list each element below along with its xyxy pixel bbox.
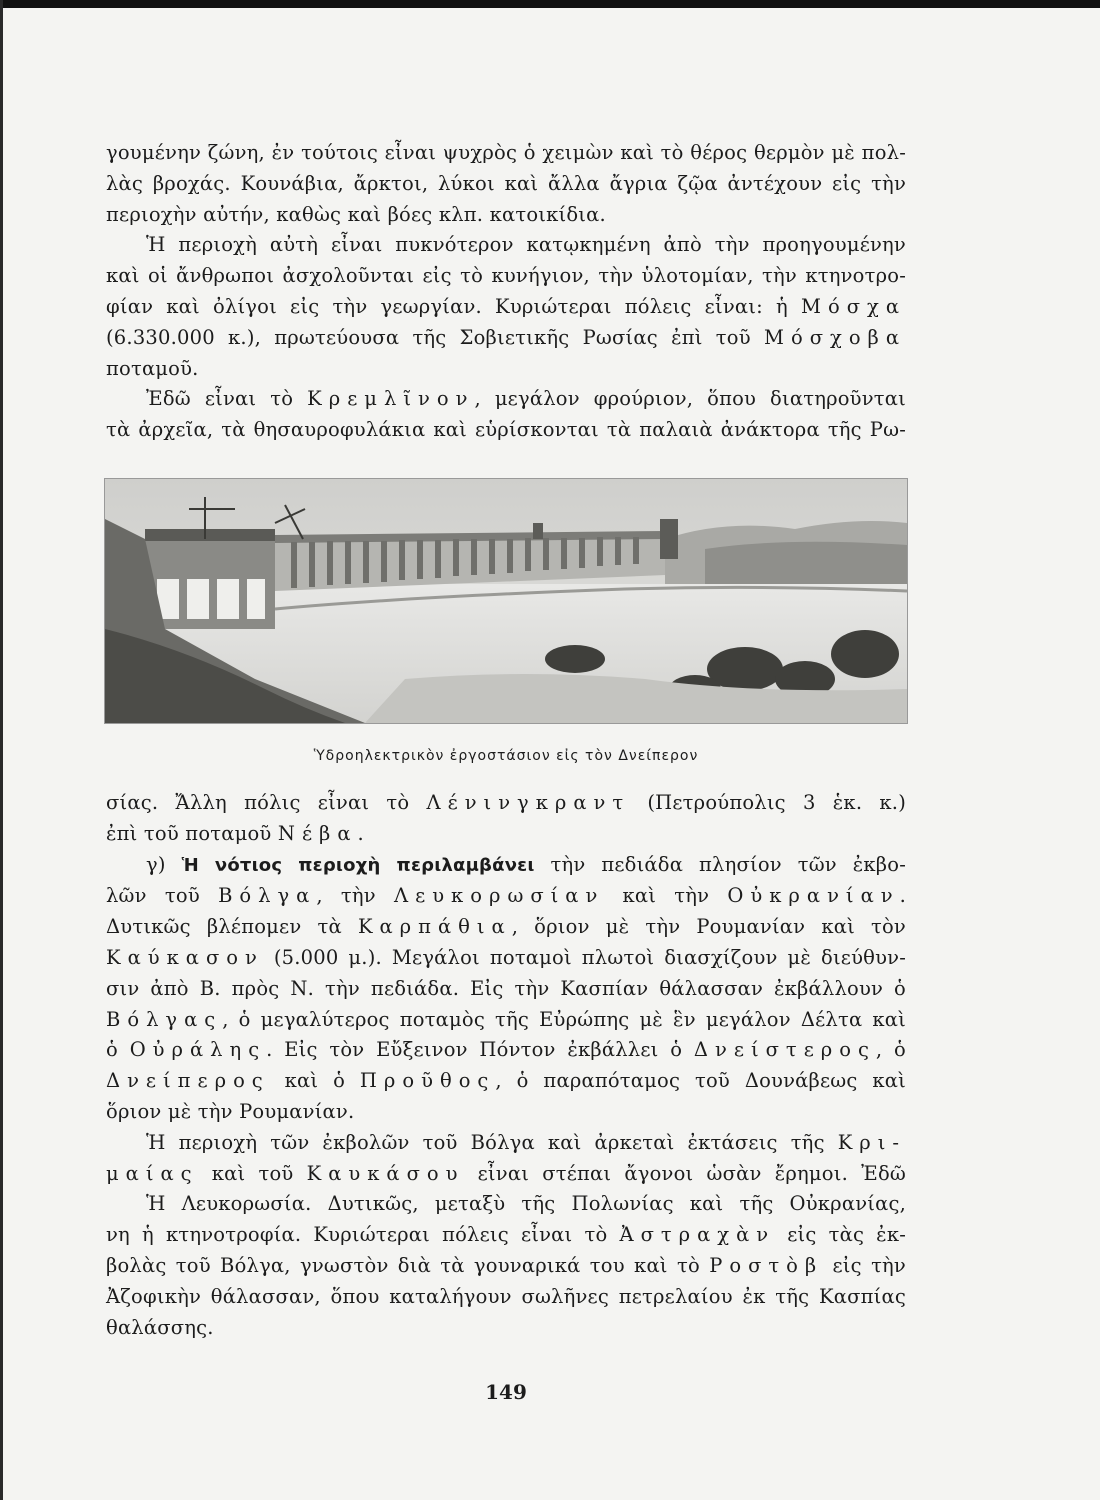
text-run: Ἐδῶ εἶναι τὸ: [146, 387, 294, 411]
text-run: εἰς τὰς ἐκ-: [775, 1223, 906, 1247]
text-line: θαλάσσης.: [106, 1315, 214, 1339]
text-line: [106, 1251, 906, 1282]
text-run: βολὰς τοῦ Βόλγα, γνωστὸν διὰ τὰ γουναρικά του καὶ τὸ: [106, 1253, 700, 1277]
text-run: εἰς τὴν: [823, 1253, 906, 1277]
text-line: [106, 1159, 906, 1190]
place-name: Προῦθος: [359, 1069, 496, 1093]
text-run: , ὅριον μὲ τὴν Ρουμανίαν καὶ τὸν: [511, 915, 906, 939]
text-line: [106, 850, 906, 882]
text-run: καὶ ὁ: [269, 1069, 346, 1093]
text-line: ὅριον μὲ τὴν Ρουμανίαν.: [106, 1099, 355, 1123]
text-line: [106, 384, 906, 415]
place-name: Καυκάσου: [306, 1161, 465, 1185]
page-number: 149: [485, 1380, 527, 1404]
text-run: καὶ τοῦ: [198, 1161, 294, 1185]
place-name: Μόσχοβα: [763, 325, 906, 349]
place-name: Ροστὸβ: [709, 1253, 824, 1277]
place-name: Βόλγας: [106, 1007, 223, 1031]
place-name: Καύκασον: [106, 945, 264, 969]
text-run: γ): [146, 852, 166, 876]
text-line: [106, 1005, 906, 1036]
place-name: Λευκορωσίαν: [394, 884, 605, 908]
text-run: φίαν καὶ ὀλίγοι εἰς τὴν γεωργίαν. Κυριώτεραι πόλεις εἶναι: ἡ: [106, 294, 788, 318]
text-run: Δυτικῶς βλέπομεν τὰ: [106, 915, 342, 939]
text-line: Ἡ Λευκορωσία. Δυτικῶς, μεταξὺ τῆς Πολωνίας καὶ τῆς Οὐκρανίας,: [146, 1192, 906, 1216]
text-line: [106, 819, 906, 850]
text-line: [106, 292, 906, 323]
place-name: Καρπάθια: [357, 915, 512, 939]
text-run: , ὁ: [875, 1038, 906, 1062]
place-name: Οὐράλης: [129, 1038, 267, 1062]
place-name: Δνείστερος: [693, 1038, 876, 1062]
place-name: Ἀστραχὰν: [619, 1223, 776, 1247]
text-run: λῶν τοῦ: [106, 884, 200, 908]
text-line: γουμένην ζώνη, ἐν τούτοις εἶναι ψυχρὸς ὁ χειμὼν καὶ τὸ θέρος θερμὸν μὲ πολ-: [106, 141, 906, 164]
text-line: ποταμοῦ.: [106, 356, 199, 380]
text-run: . Εἰς τὸν Εὔξεινον Πόντον ἐκβάλλει ὁ: [266, 1038, 683, 1062]
text-line: λὰς βροχάς. Κουνάβια, ἄρκτοι, λύκοι καὶ ἄλλα ἄγρια ζῷα ἀντέχουν εἰς τὴν: [106, 171, 906, 195]
place-name: Νέβα: [277, 821, 358, 845]
text-run: .: [357, 821, 364, 845]
place-name: Κρεμλῖνον: [307, 387, 475, 411]
text-line: [106, 1035, 906, 1066]
text-line: [106, 1128, 906, 1159]
text-block-top: [106, 138, 906, 446]
text-run: τὴν πεδιάδα πλησίον τῶν ἐκβο-: [534, 852, 906, 876]
section-heading: Ἡ νότιος περιοχὴ περιλαμβάνει: [181, 854, 535, 876]
text-line: [106, 788, 906, 819]
text-run: εἶναι στέπαι ἄγονοι ὡσὰν ἔρημοι. Ἐδῶ: [464, 1161, 906, 1185]
text-line: καὶ οἱ ἄνθρωποι ἀσχολοῦνται εἰς τὸ κυνήγιον, τὴν ὑλοτομίαν, τὴν κτηνοτρο-: [106, 264, 906, 288]
text-line: περιοχὴν αὐτήν, καθὼς καὶ βόες κλπ. κατοικίδια.: [106, 202, 606, 226]
text-run: , μεγάλον φρούριον, ὅπου διατηροῦνται: [474, 387, 906, 411]
figure-caption: Ὑδροηλεκτρικὸν ἐργοστάσιον εἰς τὸν Δνείπερον: [313, 748, 699, 764]
text-run: .: [899, 884, 906, 908]
text-line: [106, 1066, 906, 1097]
place-name: Βόλγα: [218, 884, 317, 908]
text-run: , ὁ μεγαλύτερος ποταμὸς τῆς Εὐρώπης μὲ ἓν μεγάλον Δέλτα καὶ: [222, 1007, 906, 1031]
dam-photograph: [104, 478, 908, 724]
text-line: [106, 912, 906, 943]
text-line: [106, 943, 906, 974]
text-run: καὶ τὴν: [604, 884, 710, 908]
text-line: [106, 881, 906, 912]
text-line: [106, 1220, 906, 1251]
place-name: μαίας: [106, 1161, 199, 1185]
scan-top-edge: [0, 0, 1100, 8]
text-line: Ἀζοφικὴν θάλασσαν, ὅπου καταλήγουν σωλῆνες πετρελαίου ἐκ τῆς Κασπίας: [106, 1284, 906, 1308]
text-run: (5.000 μ.). Μεγάλοι ποταμοὶ πλωτοὶ διασχίζουν μὲ διεύθυν-: [263, 945, 906, 969]
scan-gutter-edge: [0, 0, 3, 1500]
text-run: (6.330.000 κ.), πρωτεύουσα τῆς Σοβιετικῆς Ρωσίας ἐπὶ τοῦ: [106, 325, 751, 349]
place-name: Μόσχα: [800, 294, 906, 318]
text-run: νη ἡ κτηνοτροφία. Κυριώτεραι πόλεις εἶναι τὸ: [106, 1223, 608, 1247]
place-name: Δνείπερος: [106, 1069, 270, 1093]
place-name: Κρι-: [837, 1130, 906, 1154]
text-line: τὰ ἀρχεῖα, τὰ θησαυροφυλάκια καὶ εὑρίσκονται τὰ παλαιὰ ἀνάκτορα τῆς Ρω-: [106, 418, 906, 442]
text-line: Ἡ περιοχὴ αὐτὴ εἶναι πυκνότερον κατῳκημένη ἀπὸ τὴν προηγουμένην: [146, 233, 906, 257]
text-run: Ἡ περιοχὴ τῶν ἐκβολῶν τοῦ Βόλγα καὶ ἀρκεταὶ ἐκτάσεις τῆς: [146, 1130, 825, 1154]
text-line: [106, 323, 906, 354]
text-run: , ὁ παραπόταμος τοῦ Δουνάβεως καὶ: [495, 1069, 906, 1093]
text-run: ὁ: [106, 1038, 118, 1062]
text-block-bottom: [106, 788, 906, 1343]
text-run: (Πετρούπολις 3 ἑκ. κ.): [630, 791, 906, 814]
place-name: Λένινγκραντ: [426, 791, 631, 814]
text-run: , τὴν: [316, 884, 376, 908]
text-run: σίας. Ἄλλη πόλις εἶναι τὸ: [106, 791, 410, 814]
place-name: Οὐκρανίαν: [727, 884, 900, 908]
text-line: σιν ἀπὸ Β. πρὸς Ν. τὴν πεδιάδα. Εἰς τὴν Κασπίαν θάλασσαν ἐκβάλλουν ὁ: [106, 976, 906, 1000]
text-run: ἐπὶ τοῦ ποταμοῦ: [106, 821, 272, 845]
